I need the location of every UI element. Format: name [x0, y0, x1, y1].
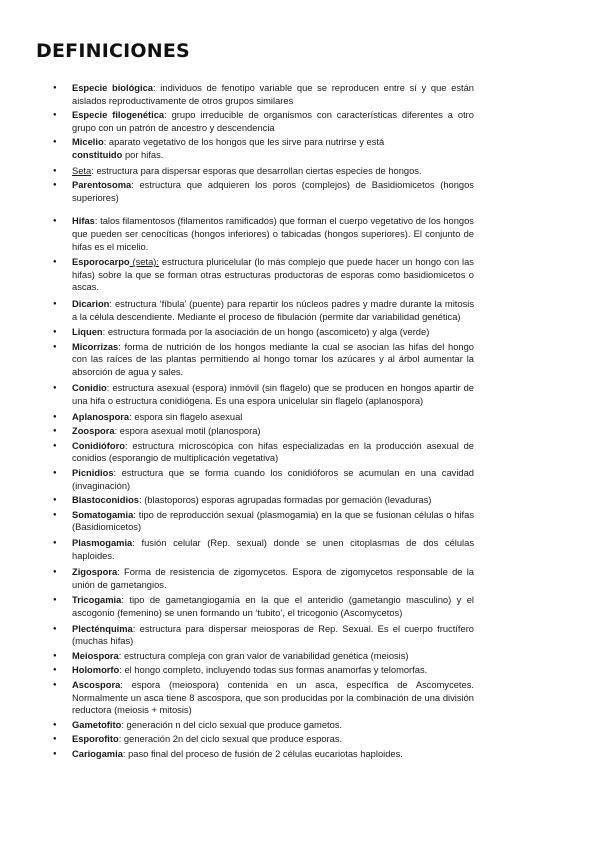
list-item: ● Zoospora: espora asexual motil (planospora)	[0, 425, 600, 438]
definition: estructura para dispersar meiosporas de Rep. Sexual. Es el cuerpo fructífero (muchas hifas)	[72, 623, 475, 647]
term: Tricogamia	[72, 595, 122, 606]
definition: fusión celular (Rep. sexual) donde se unen citoplasmas de dos células haploides.	[72, 538, 474, 561]
definitions-list	[0, 82, 600, 761]
definition: espora (meiospora) contenida en un asca, específica de Ascomycetes. Normalmente un asca tiene 8 ascospora, que son producidas por la combinación de una división reductora (meiosis + mitosis)	[72, 679, 474, 716]
definition: estructura que adquieren los poros (complejos) de Basidiomicetos (hongos superiores)	[72, 180, 474, 203]
term: Esporocarpo	[72, 257, 130, 268]
definition: espora asexual motil (planospora)	[119, 426, 261, 437]
definition: aparato vegetativo de los hongos que les sirve para nutrirse y está	[108, 137, 385, 148]
definition: tipo de reproducción sexual (plasmogamia) en la que se fusionan células o hifas (Basidiomicetos)	[72, 509, 474, 533]
list-item: ● Zigospora: Forma de resistencia de zigomycetos. Espora de zigomycetos responsable de la unión de gametangios.	[0, 566, 600, 591]
definition: forma de nutrición de los hongos mediante la cual se asocian las hifas del hongo con las raíces de las plantas permitiendo al hongo tomar los azúcares y al árbol aumentar la absorción de agua y sales.	[72, 341, 474, 377]
list-item: ● Conidióforo: estructura microscópica con hifas especializadas en la producción asexual de conidios (esporangio de multiplicación vegetativa)	[0, 440, 600, 465]
term: Parentosoma	[72, 180, 132, 191]
definition: estructura compleja con gran valor de variabilidad genética (meiosis)	[123, 650, 409, 661]
list-item: ● Esporocarpo (seta): estructura pluricelular (lo más complejo que puede hacer un hongo con las hifas) sobre la que se forman otras estructuras productoras de esporas como basidiomicetos o ascas.	[0, 256, 600, 294]
term: Liquen	[72, 327, 103, 338]
definition: estructura formada por la asociación de un hongo (ascomiceto) y alga (verde)	[107, 327, 430, 338]
list-item: ● Liquen: estructura formada por la asociación de un hongo (ascomiceto) y alga (verde)	[0, 326, 600, 339]
term: Ascospora	[72, 679, 121, 690]
definition: grupo irreducible de organismos con características diferentes a otro grupo con un patrón de ancestro y descendencia	[72, 110, 474, 133]
list-item: ● Especie biológica: individuos de fenotipo variable que se reproducen entre sí y que están aislados reproductivamente de otros grupos similares	[0, 82, 600, 107]
list-item: ● Meiospora: estructura compleja con gran valor de variabilidad genética (meiosis)	[0, 650, 600, 663]
definition: talos filamentosos (filamentos ramificados) que forman el cuerpo vegetativo de los hongos que pueden ser cenocíticas (hongos inferiores) o tabicadas (hongos superiores). El conjunto de hifas es el micelio.	[72, 216, 474, 252]
list-item: ● Somatogamia: tipo de reproducción sexual (plasmogamia) en la que se fusionan células o hifas (Basidiomicetos)	[0, 509, 600, 534]
term: Hifas	[72, 216, 95, 227]
list-item: ● Aplanospora: espora sin flagelo asexual	[0, 411, 600, 424]
list-item: ● Conidio: estructura asexual (espora) inmóvil (sin flagelo) que se producen en hongos apartir de una hifa o estructura conidiógena. Es una espora unicelular sin flagelo (aplanospora)	[0, 382, 600, 407]
term: Somatogamia	[72, 509, 134, 520]
definition: estructura que se forma cuando los conidióforos se acumulan en una cavidad (invaginación)	[72, 468, 474, 491]
definition: estructura asexual (espora) inmóvil (sin flagelo) que se producen en hongos apartir de una hifa o estructura conidiógena. Es una espora unicelular sin flagelo (aplanospora)	[72, 383, 474, 407]
term: Cariogamia	[72, 748, 123, 759]
list-item: ● Ascospora: espora (meiospora) contenida en un asca, específica de Ascomycetes. Normalmente un asca tiene 8 ascospora, que son producidas por la combinación de una división reductora (meiosis + mitosis)	[0, 679, 600, 717]
term: Gametofito	[72, 719, 122, 730]
term: Holomorfo	[72, 665, 120, 676]
definition: estructura pluricelular (lo más complejo que puede hacer un hongo con las hifas) sobre la que se forman otras estructuras productoras de esporas como basidiomicetos o ascas.	[72, 257, 474, 293]
term: Seta	[72, 165, 92, 176]
term: Micorrizas	[72, 341, 119, 352]
page-title: DEFINICIONES	[36, 40, 190, 62]
definition: el hongo completo, incluyendo todas sus formas anamorfas y telomorfas.	[124, 665, 428, 676]
definition: estructura ‘fíbula’ (puente) para repartir los núcleos padres y madre durante la mitosis a la célula descendiente. Mediante el proceso de fibulación (permite dar variabilidad genética)	[72, 298, 474, 322]
list-item: ● Plasmogamia: fusión celular (Rep. sexual) donde se unen citoplasmas de dos células haploides.	[0, 537, 600, 562]
term: Meiospora	[72, 650, 119, 661]
definition: generación n del ciclo sexual que produce gametos.	[126, 719, 343, 730]
list-item: ● Hifas: talos filamentosos (filamentos ramificados) que forman el cuerpo vegetativo de los hongos que pueden ser cenocíticas (hongos inferiores) o tabicadas (hongos superiores). El conjunto de hifas es el micelio.	[0, 215, 600, 253]
definition: Forma de resistencia de zigomycetos. Espora de zigomycetos responsable de la unión de gametangios.	[72, 567, 474, 590]
definition: estructura microscópica con hifas especializadas en la producción asexual de conidios (esporangio de multiplicación vegetativa)	[72, 440, 474, 464]
list-item: ● Micorrizas: forma de nutrición de los hongos mediante la cual se asocian las hifas del hongo con las raíces de las plantas permitiendo al hongo tomar los azúcares y al árbol aumentar la absorción de agua y sales.	[0, 341, 600, 379]
term: Picnidios	[72, 468, 114, 479]
term: Micelio	[72, 137, 104, 148]
term: Conidio	[72, 383, 107, 394]
list-item: ● Gametofito: generación n del ciclo sexual que produce gametos.	[0, 719, 600, 732]
list-item: ● Picnidios: estructura que se forma cuando los conidióforos se acumulan en una cavidad (invaginación)	[0, 467, 600, 492]
list-item: ● Seta: estructura para dispersar esporas que desarrollan ciertas especies de hongos.	[0, 165, 600, 178]
term: Zigospora	[72, 567, 118, 578]
list-item: ● Parentosoma: estructura que adquieren los poros (complejos) de Basidiomicetos (hongos superiores)	[0, 179, 600, 204]
term: Especie biológica	[72, 83, 154, 93]
list-item: ● Blastoconidios: (blastoporos) esporas agrupadas formadas por gemación (levaduras)	[0, 494, 600, 507]
list-item: ● Tricogamia: tipo de gametangiogamia en la que el anteridio (gametangio masculino) y el ascogonio (femenino) se unen formando un ‘tubito’, el tricogonio (Ascomycetos)	[0, 594, 600, 619]
term: Especie filogenética	[72, 110, 165, 121]
term: Zoospora	[72, 426, 115, 437]
definition: espora sin flagelo asexual	[134, 411, 243, 422]
list-item: ● Especie filogenética: grupo irreducible de organismos con características diferentes a otro grupo con un patrón de ancestro y descendencia	[0, 109, 600, 134]
definition: individuos de fenotipo variable que se reproducen entre sí y que están aislados reproductivamente de otros grupos similares	[72, 83, 475, 106]
term: Dicarion	[72, 298, 110, 309]
list-item: ● Esporofito: generación 2n del ciclo sexual que produce esporas.	[0, 733, 600, 746]
term: Blastoconidios	[72, 495, 139, 506]
list-item: ● Cariogamia: paso final del proceso de fusión de 2 células eucariotas haploides.	[0, 748, 600, 761]
definition: paso final del proceso de fusión de 2 células eucariotas haploides.	[128, 748, 403, 759]
definition: tipo de gametangiogamia en la que el anteridio (gametangio masculino) y el ascogonio (femenino) se unen formando un ‘tubito’, el tricogonio (Ascomycetos)	[72, 595, 474, 618]
term: Plasmogamia	[72, 538, 133, 548]
term: Conidióforo	[72, 440, 125, 451]
list-item: ● Holomorfo: el hongo completo, incluyendo todas sus formas anamorfas y telomorfas.	[0, 664, 600, 677]
definition: estructura para dispersar esporas que desarrollan ciertas especies de hongos.	[96, 165, 422, 176]
term: Aplanospora	[72, 411, 130, 422]
definition: generación 2n del ciclo sexual que produce esporas.	[123, 734, 343, 745]
list-item: ● Plecténquima: estructura para dispersar meiosporas de Rep. Sexual. Es el cuerpo fructífero (muchas hifas)	[0, 623, 600, 648]
list-item: ● Dicarion: estructura ‘fíbula’ (puente) para repartir los núcleos padres y madre durante la mitosis a la célula descendiente. Mediante el proceso de fibulación (permite dar variabilidad genética)	[0, 298, 600, 323]
term: Plecténquima	[72, 623, 133, 634]
list-item: ● Micelio: aparato vegetativo de los hongos que les sirve para nutrirse y está constituido por hifas.	[0, 136, 600, 161]
term: Esporofito	[72, 734, 119, 745]
definition: (blastoporos) esporas agrupadas formadas por gemación (levaduras)	[144, 495, 432, 506]
